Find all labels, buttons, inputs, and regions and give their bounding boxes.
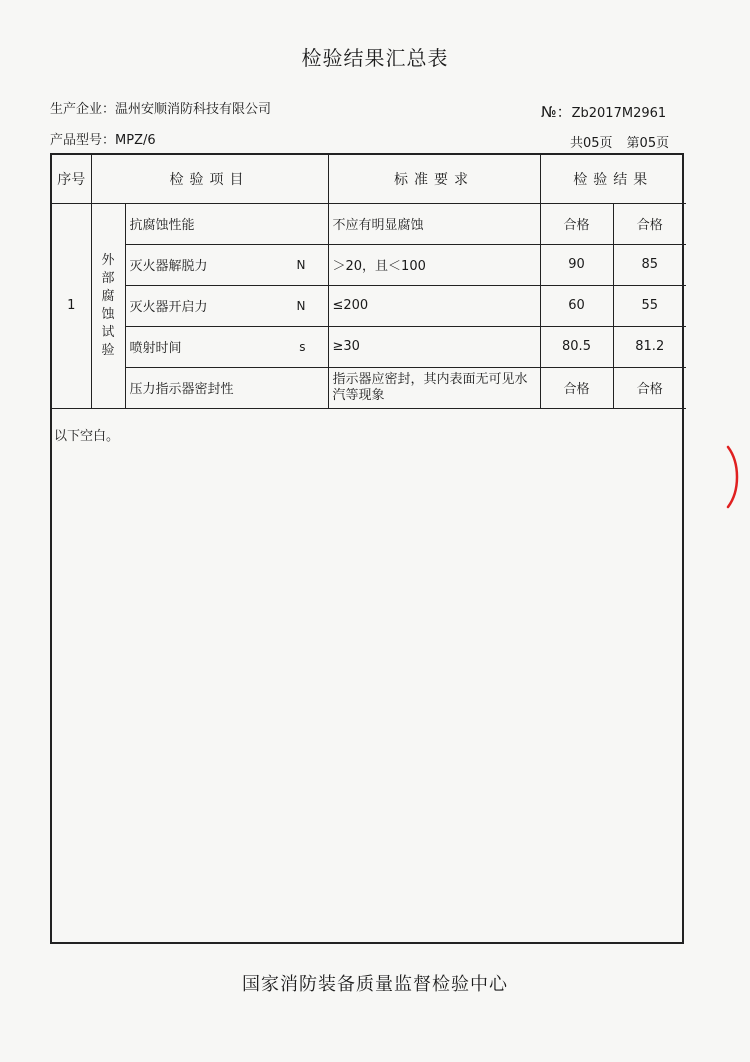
item-label: 压力指示器密封性	[129, 382, 234, 397]
table-header-row	[52, 155, 686, 203]
red-stamp-edge	[726, 445, 742, 509]
result-cell-1: 80.5	[540, 326, 613, 367]
item-cell	[125, 367, 328, 408]
result-cell-2: 81.2	[613, 326, 686, 367]
item-label: 灭火器解脱力	[129, 259, 208, 274]
result-cell-2: 合格	[613, 367, 686, 408]
item-unit: N	[296, 257, 306, 272]
result-cell-1: 合格	[540, 203, 613, 244]
item-cell	[125, 244, 328, 285]
item-label: 喷射时间	[129, 341, 182, 356]
result-cell-1: 合格	[540, 367, 613, 408]
header-item: 检验项目	[91, 155, 328, 203]
requirement-cell: 不应有明显腐蚀	[328, 203, 540, 244]
item-cell	[125, 326, 328, 367]
item-unit: s	[299, 339, 306, 354]
page-number: 第05页	[626, 136, 670, 151]
results-table	[52, 155, 686, 409]
item-cell	[125, 285, 328, 326]
table-row	[52, 244, 686, 285]
result-cell-2: 合格	[613, 203, 686, 244]
item-cell	[125, 203, 328, 244]
model-value: MPZ/6	[115, 133, 156, 148]
result-cell-2: 55	[613, 285, 686, 326]
header-requirement: 标准要求	[328, 155, 540, 203]
results-sheet	[50, 153, 684, 944]
item-label: 抗腐蚀性能	[129, 218, 195, 233]
issuing-organization: 国家消防装备质量监督检验中心	[242, 974, 508, 995]
requirement-cell: ＞20，且＜100	[328, 244, 540, 285]
manufacturer-label: 生产企业：	[50, 102, 116, 117]
group-label: 外部腐蚀试验	[91, 203, 125, 408]
item-unit: N	[296, 298, 306, 313]
manufacturer-name: 温州安顺消防科技有限公司	[115, 102, 272, 117]
requirement-cell: ≤200	[328, 285, 540, 326]
report-number-symbol: №：	[541, 103, 572, 121]
header-result: 检验结果	[540, 155, 686, 203]
result-cell-2: 85	[613, 244, 686, 285]
model-line	[50, 129, 156, 148]
item-label: 灭火器开启力	[129, 300, 208, 315]
table-row	[52, 326, 686, 367]
red-arc-mark	[728, 447, 737, 507]
table-row	[52, 203, 686, 244]
table-row	[52, 367, 686, 408]
result-cell-1: 60	[540, 285, 613, 326]
model-label: 产品型号：	[50, 133, 116, 148]
header-seq: 序号	[52, 155, 91, 203]
report-number: Zb2017M2961	[571, 106, 667, 121]
document-title: 检验结果汇总表	[301, 46, 449, 70]
total-pages: 共05页	[570, 136, 613, 151]
manufacturer-line	[50, 98, 271, 117]
table-row	[52, 285, 686, 326]
page-info	[570, 132, 669, 151]
group-seq: 1	[52, 203, 91, 408]
result-cell-1: 90	[540, 244, 613, 285]
blank-note: 以下空白。	[54, 429, 120, 444]
report-number-line	[541, 101, 666, 122]
requirement-cell: ≥30	[328, 326, 540, 367]
requirement-cell: 指示器应密封，其内表面无可见水汽等现象	[328, 367, 540, 408]
